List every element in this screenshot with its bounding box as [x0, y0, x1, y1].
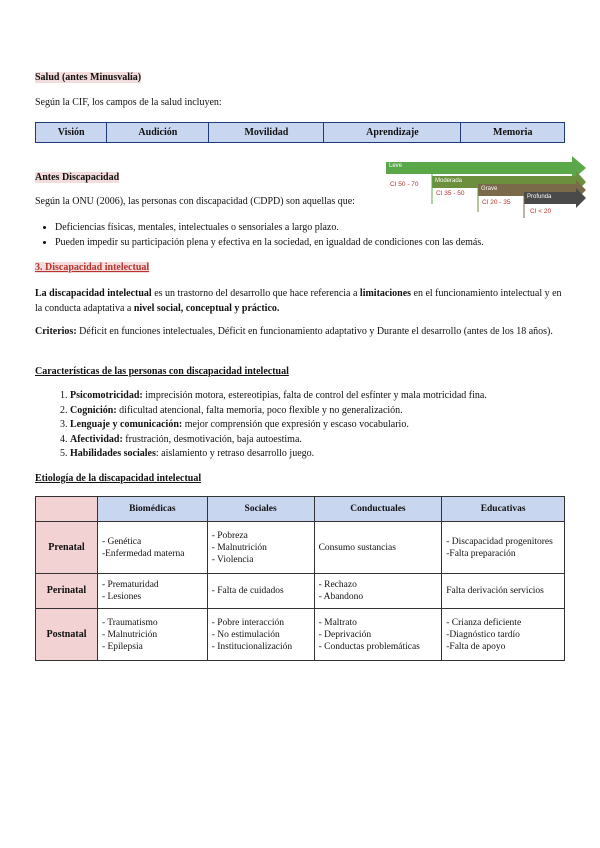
cell-line: -Falta de apoyo	[446, 641, 506, 652]
antes-intro: Según la ONU (2006), las personas con discapacidad (CDPD) son aquellas que:	[35, 196, 355, 207]
cell-line: - Institucionalización	[211, 641, 293, 652]
cell-line: - Epilepsia	[101, 641, 143, 652]
cell-line: - Discapacidad progenitores	[446, 536, 553, 547]
ci-profunda: CI < 20	[530, 208, 552, 215]
caracteristicas-list	[70, 389, 570, 462]
corner-cell	[36, 497, 98, 522]
item-term: Cognición:	[70, 404, 117, 416]
table-row	[36, 574, 565, 609]
row-header: Perinatal	[36, 574, 98, 609]
item-term: Lenguaje y comunicación:	[70, 419, 183, 430]
list-item	[70, 404, 570, 419]
cell-line: - Traumatismo	[101, 617, 158, 628]
campos-salud-table	[35, 122, 565, 143]
section-title-salud: Salud (antes Minusvalía)	[35, 72, 142, 83]
table-cell	[442, 522, 565, 574]
item-term: Afectividad:	[70, 433, 123, 445]
table-cell	[97, 574, 207, 609]
cell-line: - Pobre interacción	[211, 617, 284, 628]
section-title-antes: Antes Discapacidad	[35, 172, 120, 183]
row-header: Postnatal	[36, 609, 98, 661]
criterios-label: Criterios:	[35, 326, 77, 337]
table-header-row	[36, 497, 565, 522]
table-row	[36, 522, 565, 574]
step-label-leve: Leve	[389, 163, 403, 169]
cell-line: -Diagnóstico tardío	[446, 629, 520, 640]
table-cell	[97, 609, 207, 661]
cell-line: Consumo sustancias	[318, 542, 396, 553]
item-text: frustración, desmotivación, baja autoestima.	[122, 433, 302, 445]
column-header: Biomédicas	[97, 497, 207, 522]
cell-line: - Malnutrición	[101, 629, 158, 640]
list-item	[70, 418, 570, 433]
antes-bullets	[55, 221, 575, 250]
cell-line: - Genética	[101, 536, 142, 547]
salud-intro: Según la CIF, los campos de la salud incluyen:	[35, 97, 222, 108]
cell-line: - Maltrato	[318, 617, 357, 628]
column-header: Sociales	[207, 497, 314, 522]
etiologia-table	[35, 496, 565, 661]
campo-cell: Aprendizaje	[324, 123, 461, 143]
criterios-paragraph	[35, 324, 565, 339]
item-text: imprecisión motora, estereotipias, falta de control del esfínter y mala motricidad fina.	[142, 390, 487, 401]
step-label-grave: Grave	[481, 186, 498, 192]
campo-cell: Visión	[36, 123, 107, 143]
table-cell	[207, 574, 314, 609]
item-text: dificultad atencional, falta memoria, poco flexible y no generalización.	[116, 404, 403, 416]
campo-cell: Movilidad	[209, 123, 324, 143]
cell-line: -Falta preparación	[446, 548, 516, 559]
cell-line: - Conductas problemáticas	[318, 641, 420, 652]
def-bold: La discapacidad intelectual	[35, 288, 152, 299]
campo-cell: Memoria	[461, 123, 565, 143]
list-item	[70, 433, 570, 448]
caracteristicas-title: Características de las personas con discapacidad intelectual	[35, 366, 289, 377]
cell-line: - No estimulación	[211, 629, 280, 640]
column-header: Educativas	[442, 497, 565, 522]
cell-line: - Falta de cuidados	[211, 586, 284, 596]
cell-line: Falta derivación servicios	[446, 586, 544, 596]
list-item: • Deficiencias físicas, mentales, intelectuales o sensoriales a largo plazo.	[55, 221, 575, 236]
cell-line: - Malnutrición	[211, 542, 267, 553]
step-label-profunda: Profunda	[527, 194, 552, 200]
etiologia-title: Etiología de la discapacidad intelectual	[35, 473, 202, 484]
cell-line: - Violencia	[211, 554, 254, 565]
column-header: Conductuales	[314, 497, 442, 522]
criterios-text: Déficit en funciones intelectuales, Déficit en funcionamiento adaptativo y Durante el desarrollo (antes de los 18 años).	[76, 326, 553, 337]
cell-line: - Deprivación	[318, 629, 372, 640]
item-term: Habilidades sociales	[70, 448, 156, 459]
item-text: mejor comprensión que expresión y escaso vocabulario.	[182, 419, 409, 430]
cell-line: - Abandono	[318, 592, 364, 602]
definicion-paragraph	[35, 286, 565, 316]
def-bold: limitaciones	[359, 288, 412, 299]
cell-line: -Enfermedad materna	[101, 548, 185, 559]
campo-cell: Audición	[107, 123, 209, 143]
item-term: Psicomotricidad:	[70, 390, 143, 401]
table-cell	[314, 522, 442, 574]
table-row	[36, 609, 565, 661]
ci-moderada: CI 35 - 50	[436, 190, 465, 197]
def-text: es un trastorno del desarrollo que hace referencia a	[151, 288, 360, 299]
cell-line: - Pobreza	[211, 530, 248, 541]
table-cell	[314, 609, 442, 661]
row-header: Prenatal	[36, 522, 98, 574]
list-item	[70, 447, 570, 462]
ci-leve: CI 50 - 70	[390, 181, 419, 188]
item-text: : aislamiento y retraso desarrollo juego.	[155, 448, 315, 459]
def-text: en el funcionamiento intelectual y en la conducta adaptativa a	[35, 288, 562, 314]
table-cell	[97, 522, 207, 574]
table-cell	[207, 522, 314, 574]
cell-line: - Crianza deficiente	[446, 617, 522, 628]
table-cell	[442, 609, 565, 661]
severity-diagram	[386, 156, 586, 220]
cell-line: - Prematuridad	[101, 580, 159, 590]
table-cell	[207, 609, 314, 661]
table-cell	[442, 574, 565, 609]
def-bold: nivel social, conceptual y práctico.	[133, 303, 280, 314]
list-item	[70, 389, 570, 404]
cell-line: - Rechazo	[318, 580, 357, 590]
table-cell	[314, 574, 442, 609]
list-item: • Pueden impedir su participación plena y efectiva en la sociedad, en igualdad de condiciones con las demás.	[55, 236, 575, 251]
step-label-moderada: Moderada	[435, 178, 463, 184]
section-title-3: 3. Discapacidad intelectual	[35, 262, 150, 273]
ci-grave: CI 20 - 35	[482, 199, 511, 206]
cell-line: - Lesiones	[101, 592, 142, 602]
